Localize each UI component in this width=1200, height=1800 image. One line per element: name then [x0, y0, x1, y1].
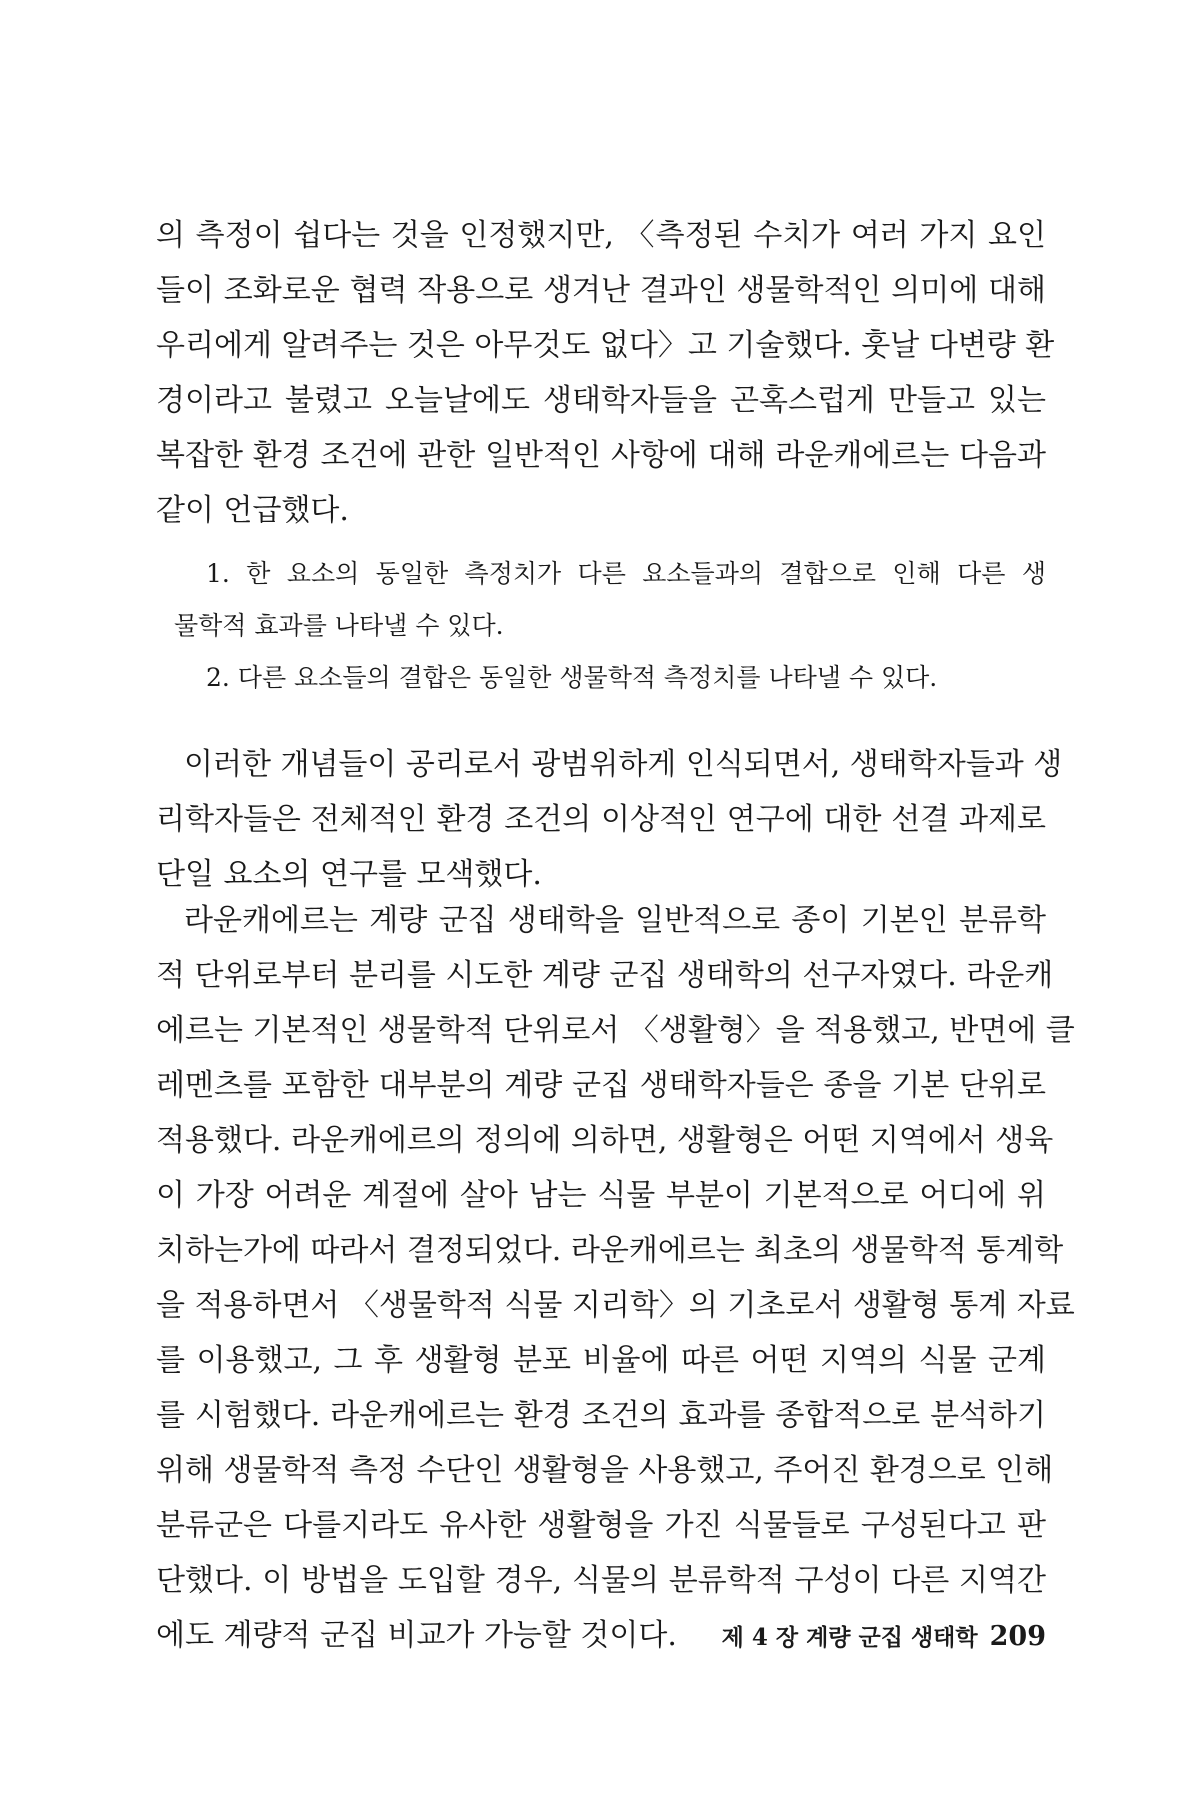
numbered-list [156, 548, 1046, 704]
text-line: 을 적용하면서 〈생물학적 식물 지리학〉의 기초로서 생활형 통계 자료 [156, 1288, 1075, 1323]
text-line: 들이 조화로운 협력 작용으로 생겨난 결과인 생물학적인 의미에 대해 [156, 273, 1046, 308]
text-line: 에도 계량적 군집 비교가 가능할 것이다. [156, 1618, 677, 1653]
text-line: 치하는가에 따라서 결정되었다. 라운캐에르는 최초의 생물학적 통계학 [156, 1233, 1064, 1268]
paragraph-3 [156, 893, 1075, 1663]
page-number: 209 [989, 1621, 1046, 1652]
chapter-title: 제 4 장 계량 군집 생태학 [721, 1624, 978, 1651]
text-line: 복잡한 환경 조건에 관한 일반적인 사항에 대해 라운캐에르는 다음과 [156, 438, 1046, 473]
paragraph-2 [156, 737, 1063, 902]
text-line: 이 가장 어려운 계절에 살아 남는 식물 부분이 기본적으로 어디에 위 [156, 1178, 1046, 1213]
text-line: 위해 생물학적 측정 수단인 생활형을 사용했고, 주어진 환경으로 인해 [156, 1453, 1054, 1488]
text-line: 단일 요소의 연구를 모색했다. [156, 857, 542, 892]
text-line: 경이라고 불렸고 오늘날에도 생태학자들을 곤혹스럽게 만들고 있는 [156, 383, 1046, 418]
text-line: 레멘츠를 포함한 대부분의 계량 군집 생태학자들은 종을 기본 단위로 [156, 1068, 1046, 1103]
list-item-1-line-2: 물학적 효과를 나타낼 수 있다. [174, 611, 504, 640]
list-item-1-line-1: 1. 한 요소의 동일한 측정치가 다른 요소들과의 결합으로 인해 다른 생 [206, 559, 1046, 588]
text-line: 를 이용했고, 그 후 생활형 분포 비율에 따른 어떤 지역의 식물 군계 [156, 1343, 1046, 1378]
text-line: 를 시험했다. 라운캐에르는 환경 조건의 효과를 종합적으로 분석하기 [156, 1398, 1046, 1433]
text-line: 적 단위로부터 분리를 시도한 계량 군집 생태학의 선구자였다. 라운캐 [156, 958, 1054, 993]
text-line: 같이 언급했다. [156, 493, 349, 528]
text-line: 에르는 기본적인 생물학적 단위로서 〈생활형〉을 적용했고, 반면에 클 [156, 1013, 1075, 1048]
text-line: 리학자들은 전체적인 환경 조건의 이상적인 연구에 대한 선결 과제로 [156, 802, 1046, 837]
text-line: 의 측정이 쉽다는 것을 인정했지만, 〈측정된 수치가 여러 가지 요인 [156, 218, 1046, 253]
text-line: 우리에게 알려주는 것은 아무것도 없다〉고 기술했다. 훗날 다변량 환 [156, 328, 1055, 363]
paragraph-1 [156, 208, 1055, 538]
text-line: 라운캐에르는 계량 군집 생태학을 일반적으로 종이 기본인 분류학 [184, 903, 1046, 938]
list-item-2: 2. 다른 요소들의 결합은 동일한 생물학적 측정치를 나타낼 수 있다. [206, 663, 938, 692]
text-line: 분류군은 다를지라도 유사한 생활형을 가진 식물들로 구성된다고 판 [156, 1508, 1046, 1543]
text-line: 단했다. 이 방법을 도입할 경우, 식물의 분류학적 구성이 다른 지역간 [156, 1563, 1046, 1598]
text-line: 적용했다. 라운캐에르의 정의에 의하면, 생활형은 어떤 지역에서 생육 [156, 1123, 1054, 1158]
running-footer [700, 1617, 1046, 1658]
text-line: 이러한 개념들이 공리로서 광범위하게 인식되면서, 생태학자들과 생 [184, 747, 1063, 782]
